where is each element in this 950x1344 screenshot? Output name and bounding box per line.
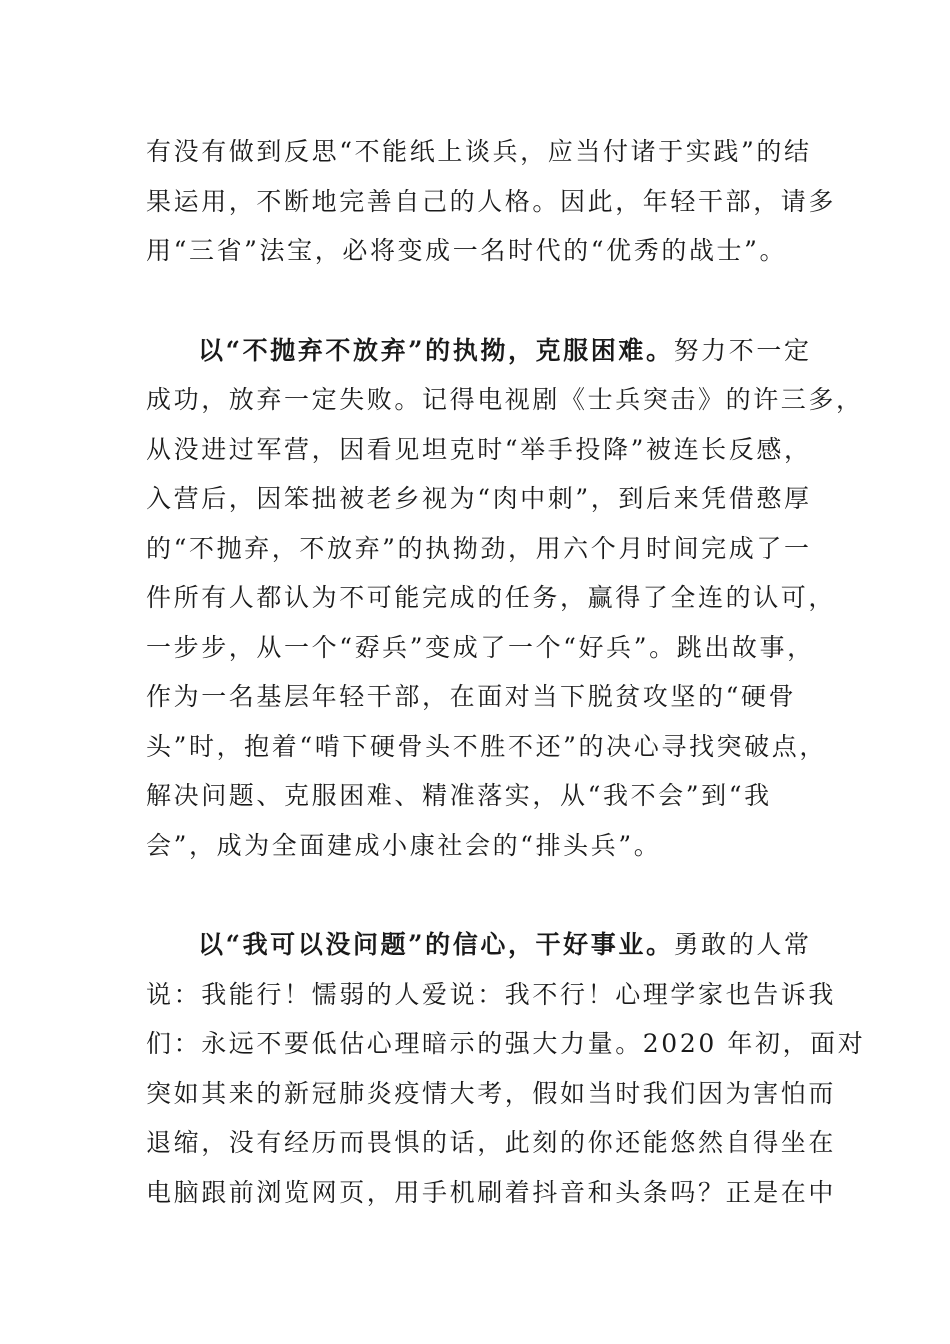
paragraph-3-line-2: 说：我能行！懦弱的人爱说：我不行！心理学家也告诉我 [146, 980, 837, 1009]
paragraph-3-first-line [198, 929, 812, 961]
paragraph-2-line-5: 的“不抛弃，不放弃”的执拗劲，用六个月时间完成了一 [146, 534, 812, 563]
paragraph-2-heading: 以“不抛弃不放弃”的执拗，克服困难。 [198, 336, 674, 365]
paragraph-2-line-3: 从没进过军营，因看见坦克时“举手投降”被连长反感， [146, 435, 812, 464]
paragraph-2-line-2: 成功，放弃一定失败。记得电视剧《士兵突击》的许三多， [146, 385, 864, 414]
paragraph-1-line-3: 用“三省”法宝，必将变成一名时代的“优秀的战士”。 [146, 236, 788, 265]
paragraph-2-line-6: 件所有人都认为不可能完成的任务，赢得了全连的认可， [146, 583, 837, 612]
paragraph-2-line-8: 作为一名基层年轻干部，在面对当下脱贫攻坚的“硬骨 [146, 682, 797, 711]
paragraph-1-line-2: 果运用，不断地完善自己的人格。因此，年轻干部，请多 [146, 187, 837, 216]
paragraph-2-line-4: 入营后，因笨拙被老乡视为“肉中刺”，到后来凭借憨厚 [146, 484, 812, 513]
paragraph-2-line-9: 头”时，抱着“啃下硬骨头不胜不还”的决心寻找突破点， [146, 732, 827, 761]
paragraph-3-line-5: 退缩，没有经历而畏惧的话，此刻的你还能悠然自得坐在 [146, 1128, 837, 1157]
paragraph-2-line-11: 会”，成为全面建成小康社会的“排头兵”。 [146, 831, 662, 860]
paragraph-3-line-4: 突如其来的新冠肺炎疫情大考，假如当时我们因为害怕而 [146, 1079, 837, 1108]
paragraph-2-line-10: 解决问题、克服困难、精准落实，从“我不会”到“我 [146, 781, 772, 810]
paragraph-3-first-line-text: 勇敢的人常 [673, 930, 812, 959]
paragraph-3-line-3: 们：永远不要低估心理暗示的强大力量。2020 年初，面对 [146, 1029, 866, 1058]
paragraph-2-first-line [198, 335, 812, 367]
paragraph-1-line-1: 有没有做到反思“不能纸上谈兵，应当付诸于实践”的结 [146, 137, 812, 166]
paragraph-3-line-6: 电脑跟前浏览网页，用手机刷着抖音和头条吗？正是在中 [146, 1178, 837, 1207]
paragraph-2-first-line-text: 努力不一定 [673, 336, 812, 365]
paragraph-2-line-7: 一步步，从一个“孬兵”变成了一个“好兵”。跳出故事， [146, 633, 815, 662]
paragraph-3-heading: 以“我可以没问题”的信心，干好事业。 [198, 930, 674, 959]
